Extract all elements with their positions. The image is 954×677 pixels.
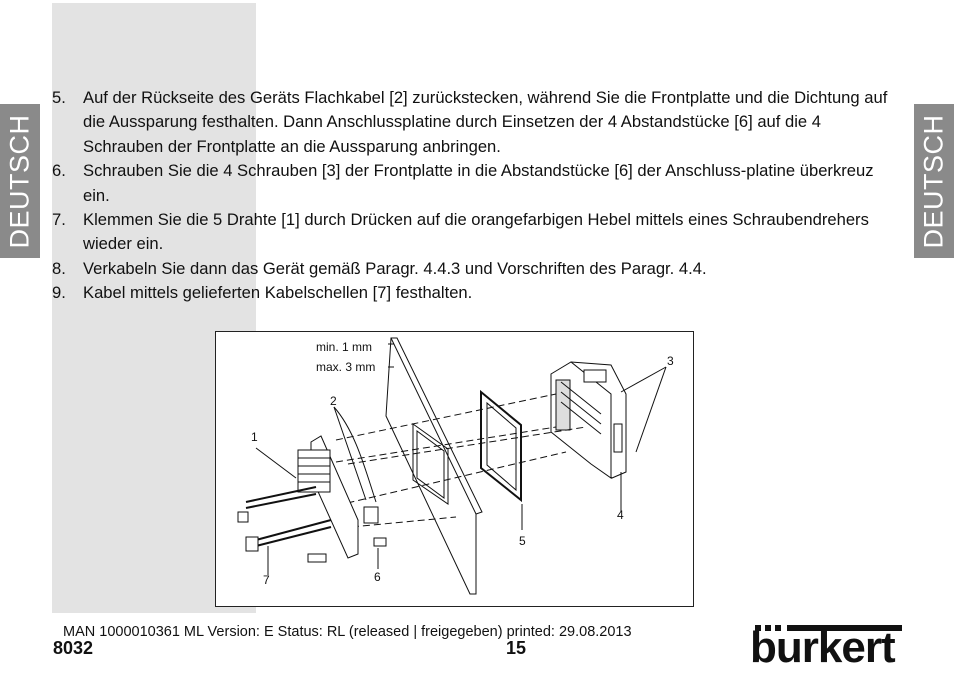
step-5 — [52, 86, 902, 159]
step-9 — [52, 281, 902, 305]
language-tab-right-label: DEUTSCH — [918, 113, 949, 249]
step-number: 9. — [52, 283, 66, 303]
page-number: 15 — [506, 638, 527, 658]
step-6 — [52, 159, 902, 208]
language-tab-left — [0, 104, 40, 258]
step-text: Klemmen Sie die 5 Drahte [1] durch Drücken auf die orangefarbigen Hebel mittels eines Schraubendrehers wieder ein. — [83, 210, 869, 254]
callout-5: 5 — [519, 534, 526, 548]
step-text: Verkabeln Sie dann das Gerät gemäß Paragr. 4.4.3 und Vorschriften des Paragr. 4.4. — [83, 258, 707, 278]
step-8 — [52, 257, 902, 281]
thickness-max-label: max. 3 mm — [316, 360, 376, 374]
language-tab-right — [914, 104, 954, 258]
brand-logo: burkert — [750, 623, 895, 672]
step-text: Kabel mittels gelieferten Kabelschellen [7] festhalten. — [83, 283, 473, 303]
document-meta: MAN 1000010361 ML Version: E Status: RL (released | freigegeben) printed: 29.08.2013 — [63, 624, 632, 640]
step-7 — [52, 208, 902, 257]
language-tab-left-label: DEUTSCH — [4, 113, 35, 249]
callout-1: 1 — [251, 430, 258, 444]
step-text: Schrauben Sie die 4 Schrauben [3] der Frontplatte in die Abstandstücke [6] der Anschluss-platine überkreuz ein. — [83, 161, 874, 205]
step-text: Auf der Rückseite des Geräts Flachkabel [2] zurückstecken, während Sie die Frontplatte und die Dichtung auf die Aussparung festhalten. Dann Anschlussplatine durch Einsetzen der 4 Abstandstücke [6] auf die 4 Schrauben der Frontplatte an die Aussparung anbringen. — [83, 88, 888, 156]
instruction-steps — [52, 86, 902, 306]
model-number: 8032 — [53, 638, 94, 658]
step-number: 5. — [52, 88, 66, 107]
callout-3: 3 — [667, 354, 674, 368]
step-number: 7. — [52, 210, 66, 230]
step-number: 8. — [52, 258, 66, 278]
step-number: 6. — [52, 161, 66, 181]
front-panel-shape — [386, 338, 482, 594]
callout-2: 2 — [330, 394, 337, 408]
callout-6: 6 — [374, 570, 381, 584]
assembly-figure — [215, 331, 694, 607]
callout-4: 4 — [617, 508, 624, 522]
callout-7: 7 — [263, 573, 270, 587]
assembly-drawing — [216, 332, 693, 606]
thickness-min-label: min. 1 mm — [316, 340, 373, 354]
